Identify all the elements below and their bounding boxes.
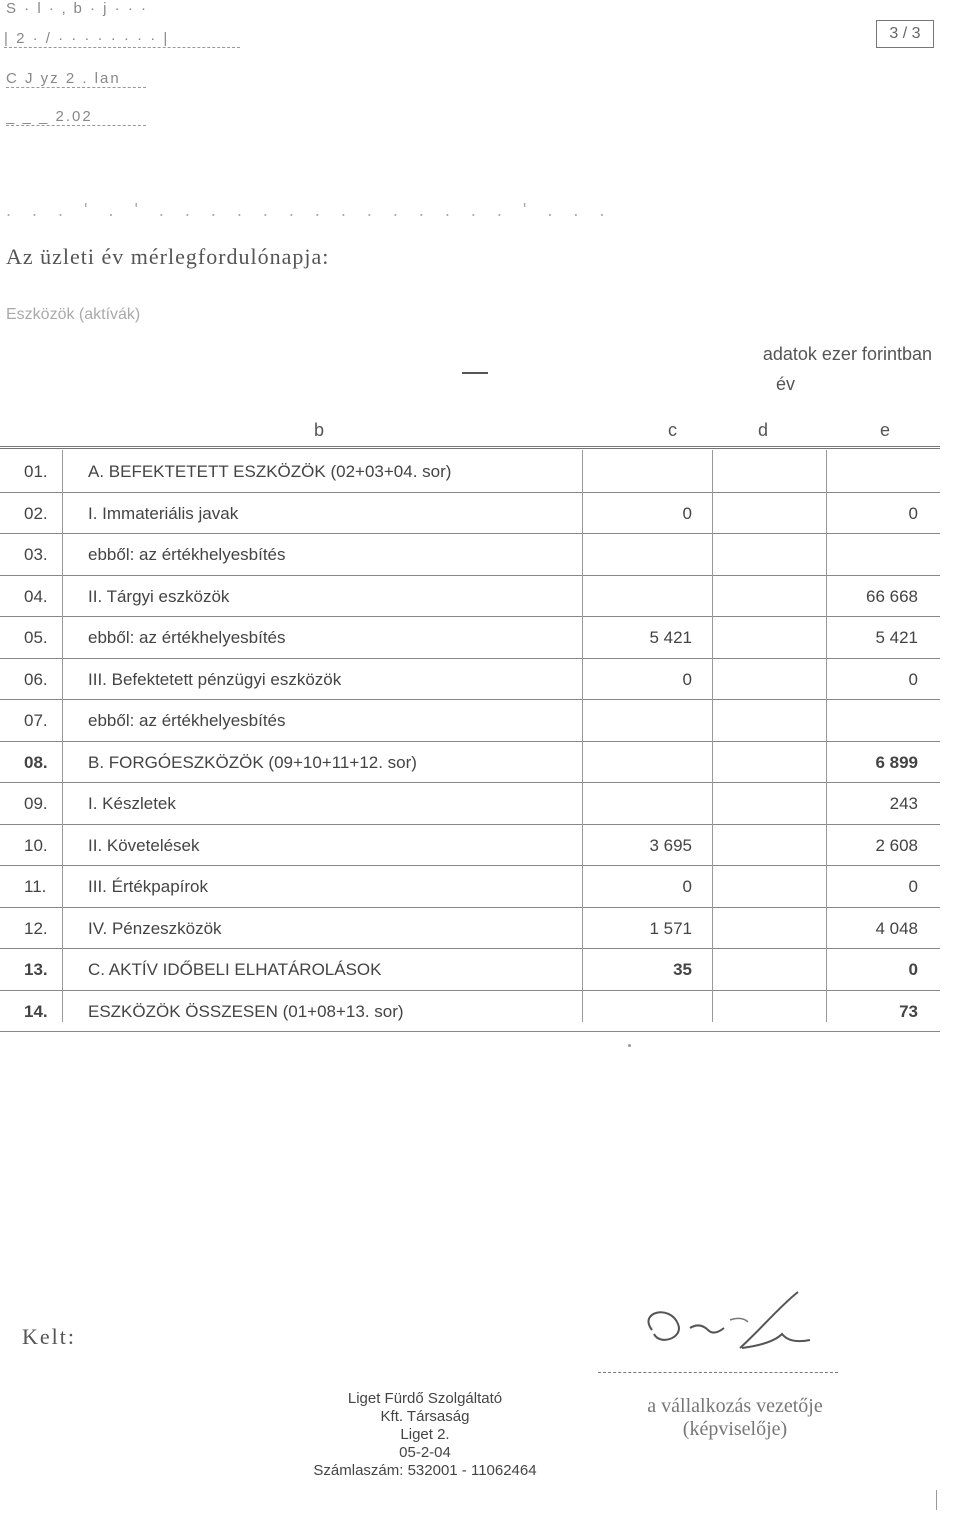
current-year-value: 243 (889, 794, 918, 813)
col-letter-c: c (668, 420, 677, 440)
header-fragment-1: S · l · ‚ b · j · · · (6, 0, 148, 17)
table-row (0, 743, 940, 785)
row-number: 12. (24, 918, 48, 938)
row-label: III. Befektetett pénzügyi eszközök (88, 669, 342, 689)
previous-year-value: 0 (682, 669, 692, 689)
header-company-line: C J yz 2 . lan (6, 70, 146, 88)
row-number: 03. (24, 545, 48, 564)
col-divider-2 (582, 450, 583, 1022)
row-number: 02. (24, 503, 48, 523)
row-label: I. Készletek (88, 794, 176, 813)
current-year-value: 66 668 (866, 586, 918, 606)
page-dot (628, 1044, 631, 1047)
row-rule (0, 1031, 940, 1032)
current-year-value: 0 (908, 877, 918, 896)
previous-year-value: 0 (682, 503, 692, 523)
place-date: Kelt: (22, 1324, 76, 1349)
row-label: ebből: az értékhelyesbítés (88, 711, 286, 730)
row-rule (0, 782, 940, 783)
table-row (0, 577, 940, 619)
previous-year-value: 1 571 (649, 918, 692, 938)
current-year-value: 6 899 (875, 752, 918, 772)
row-rule (0, 824, 940, 825)
table-row (0, 701, 940, 743)
row-rule (0, 948, 940, 949)
table-row (0, 784, 940, 826)
company-stamp (300, 1390, 550, 1480)
row-label: II. Tárgyi eszközök (88, 586, 230, 606)
row-rule (0, 492, 940, 493)
row-rule (0, 616, 940, 617)
row-number: 10. (24, 835, 48, 855)
previous-year-value: 5 421 (649, 628, 692, 647)
row-label: B. FORGÓESZKÖZÖK (09+10+11+12. sor) (88, 752, 417, 772)
row-label: I. Immateriális javak (88, 503, 239, 523)
col-divider-3 (712, 450, 713, 1022)
title-fragment: . . . ' . ' . . . . . . . . . . . . . . ' . . . (6, 200, 613, 220)
current-year-value: 4 048 (875, 918, 918, 938)
row-label: II. Követelések (88, 835, 200, 855)
row-number: 06. (24, 669, 48, 689)
row-label: ebből: az értékhelyesbítés (88, 545, 286, 564)
current-year-value: 0 (908, 960, 918, 979)
row-rule (0, 741, 940, 742)
units-note: adatok ezer forintban (762, 344, 932, 364)
year-header: év (776, 374, 796, 394)
table-row (0, 992, 940, 1034)
stamp-line-1: Liget Fürdő Szolgáltató (347, 1390, 503, 1407)
current-year-value: 5 421 (875, 628, 918, 647)
row-number: 09. (24, 794, 48, 813)
header-fragment-2: | 2 · / · · · · · · · · | (4, 30, 240, 48)
col-divider-1 (62, 450, 63, 1022)
table-row (0, 452, 940, 494)
row-label: C. AKTÍV IDŐBELI ELHATÁROLÁSOK (88, 960, 382, 979)
row-number: 07. (24, 711, 48, 730)
stamp-line-4: 05-2-04 (399, 1444, 451, 1461)
table-row (0, 660, 940, 702)
table-row (0, 494, 940, 536)
table-row (0, 909, 940, 951)
table-row (0, 867, 940, 909)
row-rule (0, 575, 940, 576)
row-rule (0, 907, 940, 908)
row-rule (0, 990, 940, 991)
signature-caption: a vállalkozás vezetője (képviselője) (647, 1395, 823, 1440)
table-row (0, 950, 940, 992)
row-number: 04. (24, 586, 48, 606)
right-margin-mark (936, 1490, 937, 1510)
stamp-line-5: Számlaszám: 532001 - 11062464 (313, 1462, 537, 1479)
col-letter-e: e (880, 420, 891, 440)
col-letter-d: d (758, 420, 769, 440)
section-title: Eszközök (aktívák) (6, 306, 141, 323)
table-row (0, 535, 940, 577)
row-number: 11. (24, 877, 47, 896)
previous-year-value: 3 695 (649, 835, 692, 855)
row-rule (0, 699, 940, 700)
current-year-value: 0 (908, 503, 918, 523)
row-number: 13. (24, 960, 48, 979)
row-rule (0, 658, 940, 659)
stamp-line-3: Liget 2. (400, 1426, 450, 1443)
row-label: III. Értékpapírok (88, 877, 208, 896)
row-label: ebből: az értékhelyesbítés (88, 628, 286, 647)
signature-scribble (630, 1290, 830, 1370)
current-year-value: 73 (899, 1001, 918, 1021)
row-label: ESZKÖZÖK ÖSSZESEN (01+08+13. sor) (88, 1001, 404, 1021)
row-number: 05. (24, 628, 48, 647)
col-divider-4 (826, 450, 827, 1022)
header-rule (0, 446, 940, 449)
col-letter-b: b (314, 420, 325, 440)
row-label: A. BEFEKTETETT ESZKÖZÖK (02+03+04. sor) (88, 462, 452, 481)
table-row (0, 826, 940, 868)
signature-line (598, 1372, 838, 1373)
row-number: 01. (24, 462, 48, 481)
previous-year-value: 35 (673, 960, 692, 979)
row-rule (0, 533, 940, 534)
row-label: IV. Pénzeszközök (88, 918, 222, 938)
row-rule (0, 865, 940, 866)
table-row (0, 618, 940, 660)
current-year-value: 0 (908, 669, 918, 689)
year-end-subtitle: Az üzleti év mérlegfordulónapja: (6, 244, 330, 269)
header-date-line: _ _ _ 2.02 (6, 108, 146, 126)
previous-year-value: 0 (682, 877, 692, 896)
row-number: 08. (24, 752, 48, 772)
row-number: 14. (24, 1001, 48, 1021)
units-dash (462, 372, 488, 374)
page-number-box: 3 / 3 (876, 20, 934, 48)
current-year-value: 2 608 (875, 835, 918, 855)
stamp-line-2: Kft. Társaság (380, 1408, 470, 1425)
